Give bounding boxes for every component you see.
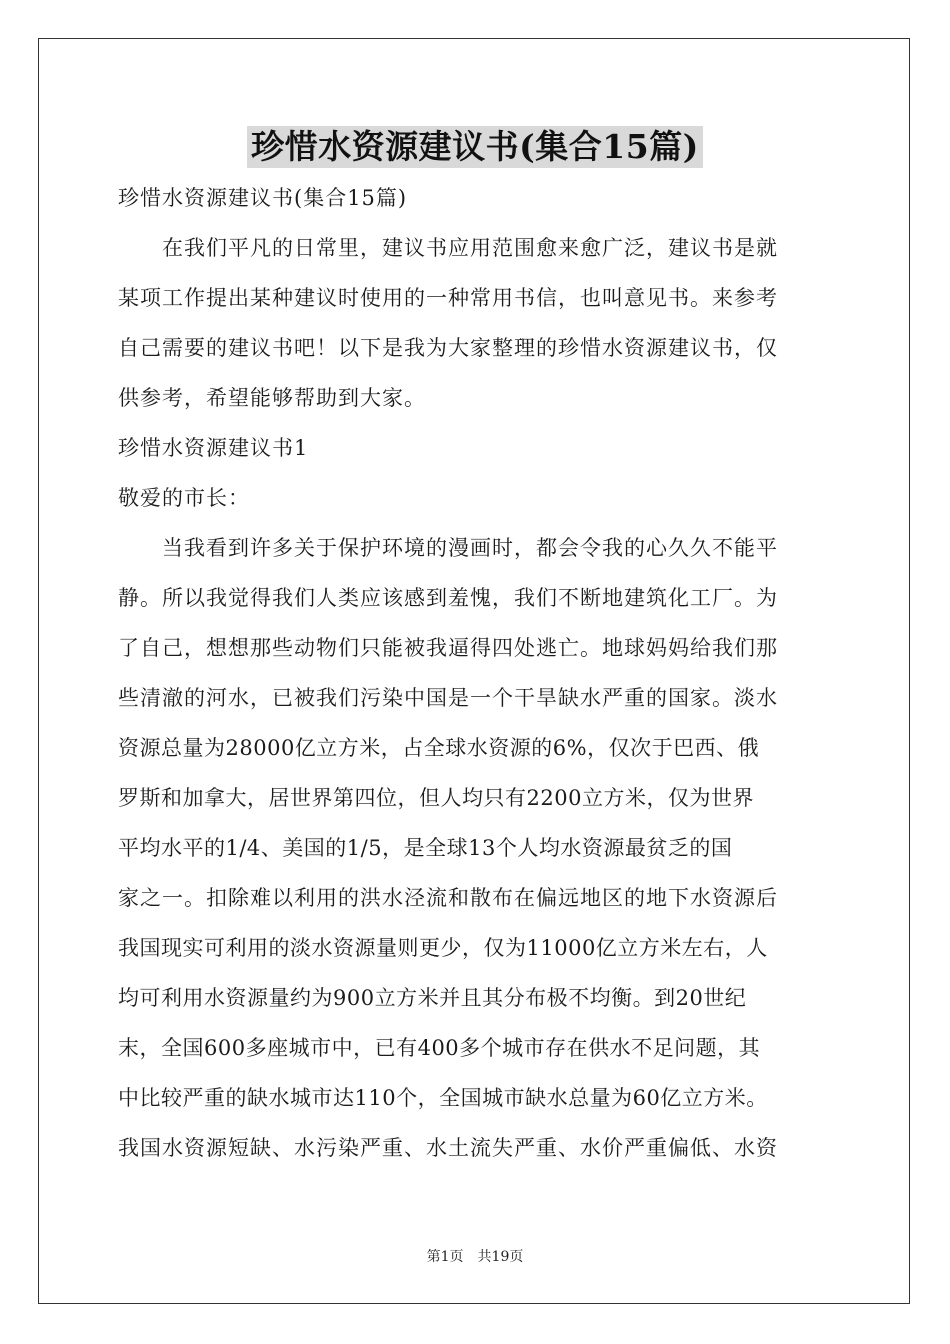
paragraph-line: 平均水平的1/4、美国的1/5，是全球13个人均水资源最贫乏的国: [118, 836, 733, 860]
paragraph-line: 在我们平凡的日常里，建议书应用范围愈来愈广泛，建议书是就: [118, 236, 778, 260]
paragraph-line: 末，全国600多座城市中，已有400多个城市存在供水不足问题，其: [118, 1036, 761, 1060]
section-heading: 珍惜水资源建议书1: [118, 436, 309, 460]
paragraph-line: 了自己，想想那些动物们只能被我逼得四处逃亡。地球妈妈给我们那: [118, 636, 778, 660]
title-container: [0, 126, 950, 168]
paragraph-line: 某项工作提出某种建议时使用的一种常用书信，也叫意见书。来参考: [118, 286, 778, 310]
paragraph-line: 我国水资源短缺、水污染严重、水土流失严重、水价严重偏低、水资: [118, 1136, 778, 1160]
salutation: 敬爱的市长：: [118, 486, 250, 510]
page-footer: 第1页 共19页: [426, 1249, 524, 1265]
paragraph-line: 供参考，希望能够帮助到大家。: [118, 386, 426, 410]
paragraph-line: 罗斯和加拿大，居世界第四位，但人均只有2200立方米，仅为世界: [118, 786, 754, 810]
document-title: 珍惜水资源建议书(集合15篇): [247, 126, 703, 168]
paragraph-line: 资源总量为28000亿立方米，占全球水资源的6%，仅次于巴西、俄: [118, 736, 760, 760]
paragraph-line: 家之一。扣除难以利用的洪水泾流和散布在偏远地区的地下水资源后: [118, 886, 778, 910]
document-body: [118, 186, 840, 1186]
paragraph-line: 当我看到许多关于保护环境的漫画时，都会令我的心久久不能平: [118, 536, 778, 560]
paragraph-line: 静。所以我觉得我们人类应该感到羞愧，我们不断地建筑化工厂。为: [118, 586, 778, 610]
paragraph-line: 自己需要的建议书吧！以下是我为大家整理的珍惜水资源建议书，仅: [118, 336, 778, 360]
subtitle-line: 珍惜水资源建议书(集合15篇): [118, 186, 408, 210]
paragraph-line: 中比较严重的缺水城市达110个，全国城市缺水总量为60亿立方米。: [118, 1086, 768, 1110]
paragraph-line: 我国现实可利用的淡水资源量则更少，仅为11000亿立方米左右，人: [118, 936, 768, 960]
paragraph-line: 些清澈的河水，已被我们污染中国是一个干旱缺水严重的国家。淡水: [118, 686, 778, 710]
paragraph-line: 均可利用水资源量约为900立方米并且其分布极不均衡。到20世纪: [118, 986, 747, 1010]
